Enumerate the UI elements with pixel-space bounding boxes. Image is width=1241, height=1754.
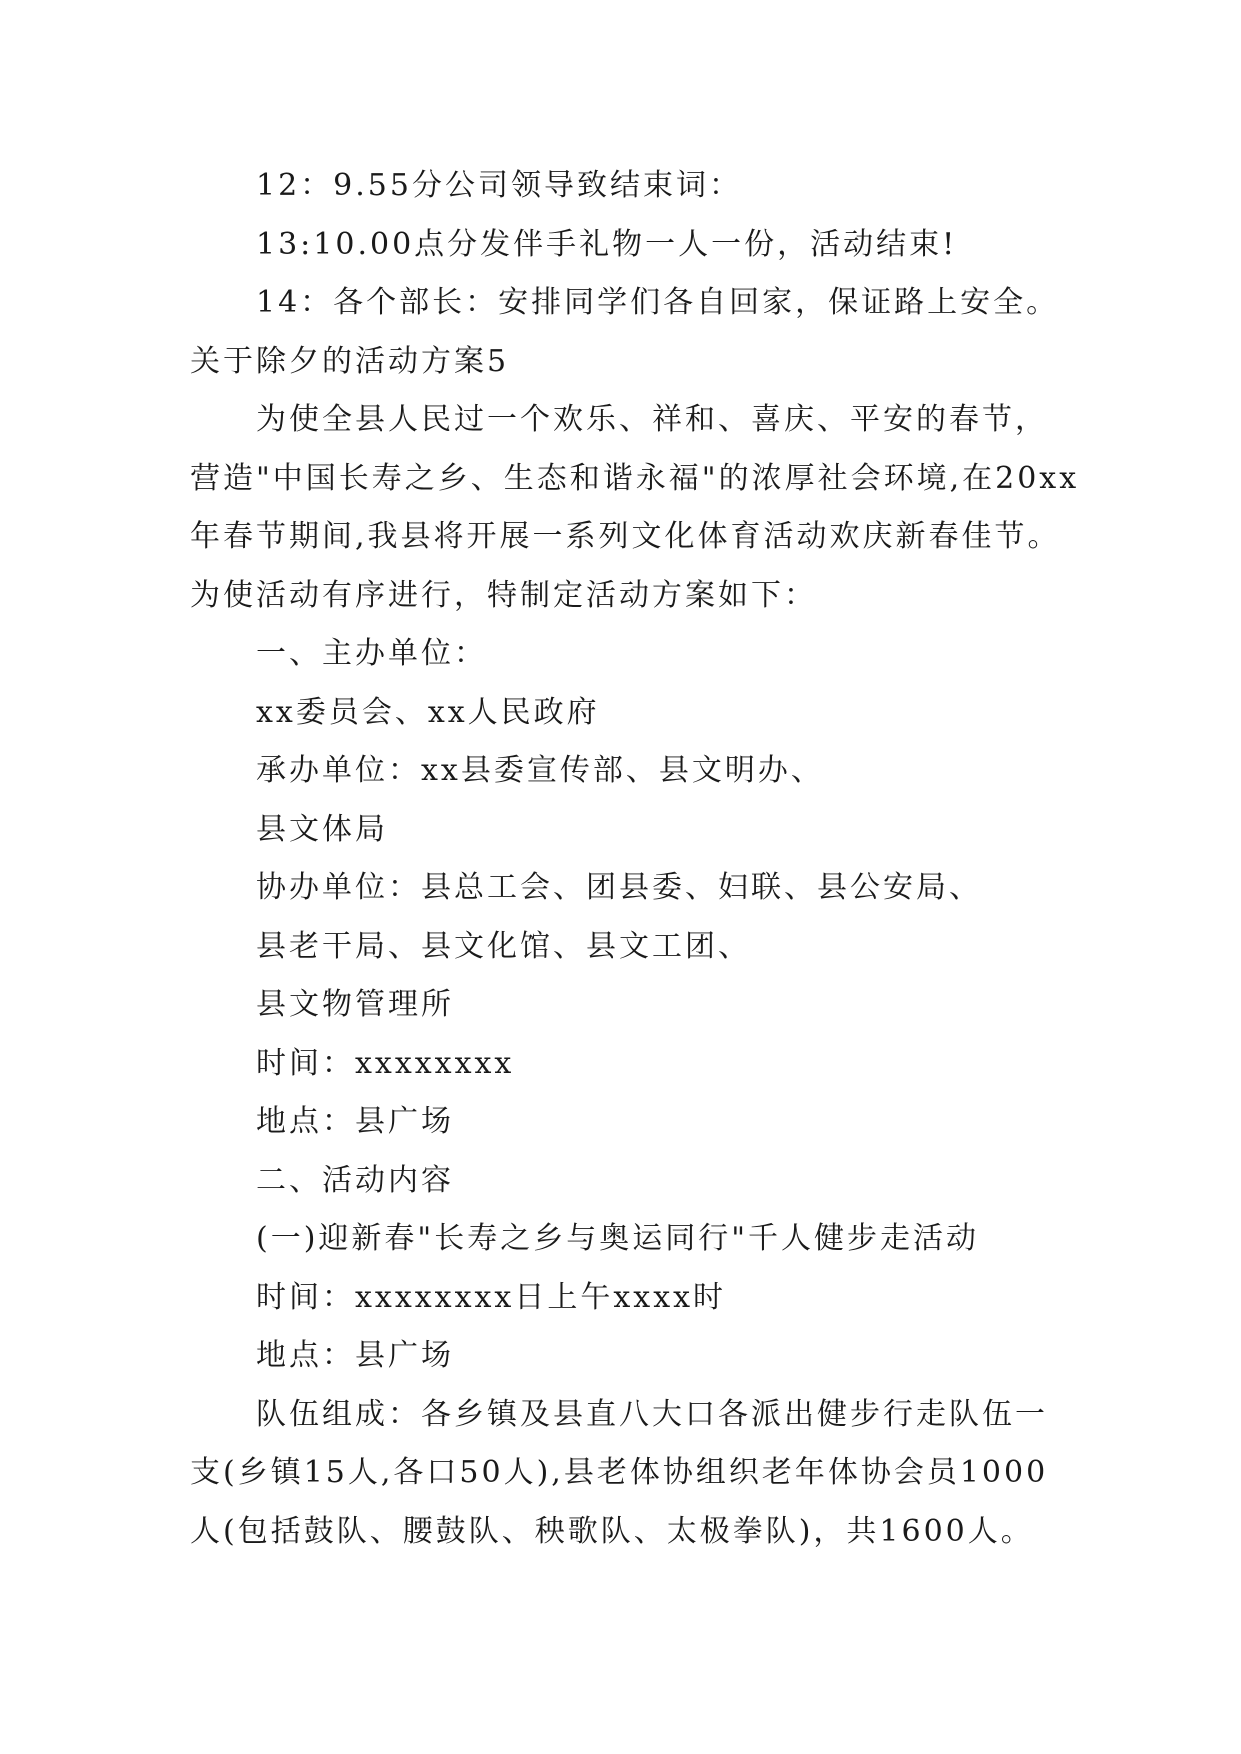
text-line: 县文体局 — [256, 811, 388, 847]
text-line: 年春节期间,我县将开展一系列文化体育活动欢庆新春佳节。 — [190, 519, 1061, 554]
text-line: 地点：县广场 — [256, 1338, 454, 1373]
text-line: 二、活动内容 — [256, 1162, 454, 1198]
text-line: 14：各个部长：安排同学们各自回家，保证路上安全。 — [256, 285, 1060, 320]
document-body — [190, 157, 1080, 1561]
text-line: 地点：县广场 — [256, 1104, 454, 1139]
text-line: 时间：xxxxxxxx — [256, 1045, 515, 1081]
text-line: 人(包括鼓队、腰鼓队、秧歌队、太极拳队)，共1600人。 — [190, 1513, 1034, 1549]
text-line: 营造"中国长寿之乡、生态和谐永福"的浓厚社会环境,在20xx — [190, 460, 1080, 496]
text-line: 13:10.00点分发伴手礼物一人一份，活动结束! — [256, 226, 958, 262]
text-line: 承办单位：xx县委宣传部、县文明办、 — [256, 753, 824, 788]
text-line: 县老干局、县文化馆、县文工团、 — [256, 928, 751, 964]
text-line: 队伍组成：各乡镇及县直八大口各派出健步行走队伍一 — [256, 1396, 1048, 1432]
text-line: 支(乡镇15人,各口50人),县老体协组织老年体协会员1000 — [190, 1455, 1049, 1490]
text-line: 关于除夕的活动方案5 — [190, 343, 510, 379]
text-line: 12：9.55分公司领导致结束词： — [256, 168, 742, 203]
text-line: 时间：xxxxxxxx日上午xxxx时 — [256, 1279, 727, 1315]
text-line: 县文物管理所 — [256, 987, 454, 1022]
text-line: 为使活动有序进行，特制定活动方案如下： — [190, 577, 817, 613]
text-line: 为使全县人民过一个欢乐、祥和、喜庆、平安的春节， — [256, 402, 1048, 437]
text-line: xx委员会、xx人民政府 — [256, 694, 600, 730]
text-line: (一)迎新春"长寿之乡与奥运同行"千人健步走活动 — [256, 1221, 980, 1256]
text-line: 一、主办单位： — [256, 636, 487, 671]
text-line: 协办单位：县总工会、团县委、妇联、县公安局、 — [256, 870, 982, 905]
